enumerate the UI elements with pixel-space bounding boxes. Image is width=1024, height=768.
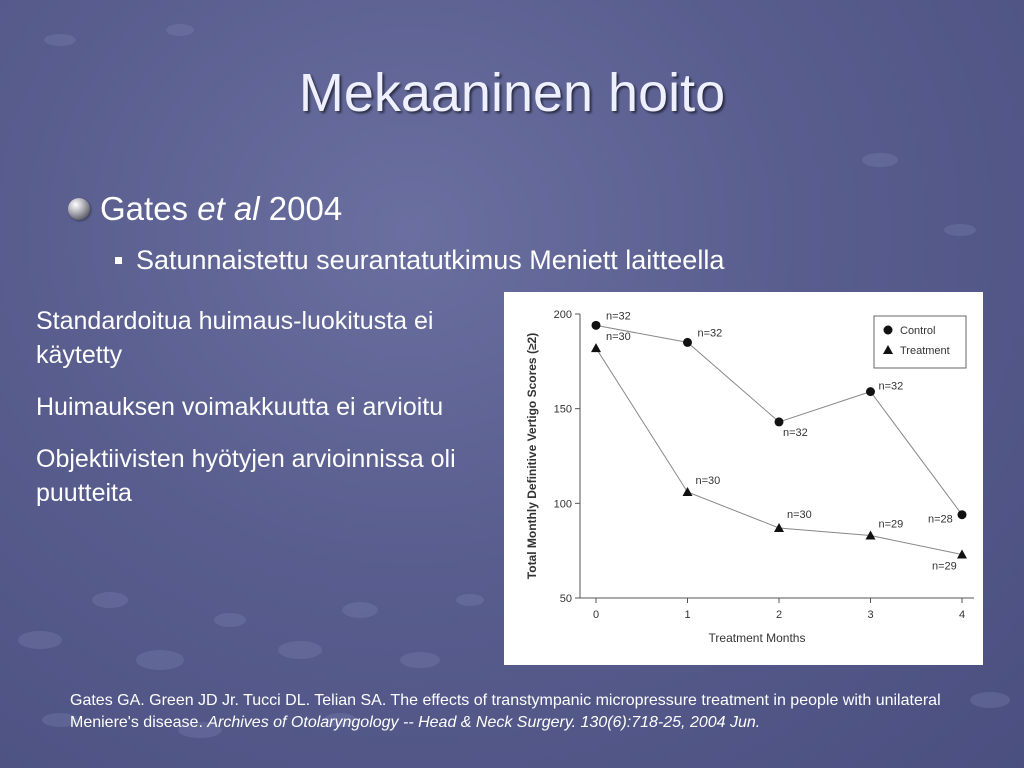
chart-panel bbox=[504, 292, 983, 665]
x-tick-label: 4 bbox=[958, 609, 966, 621]
et-al: et al bbox=[197, 190, 260, 227]
control-point bbox=[683, 338, 692, 347]
y-tick-label: 50 bbox=[559, 593, 572, 605]
bullet-citation-heading bbox=[68, 190, 342, 228]
sub-bullet-text: Satunnaistettu seurantatutkimus Meniett laitteella bbox=[136, 245, 725, 275]
x-tick-label: 0 bbox=[592, 609, 600, 621]
n-label: n=30 bbox=[787, 508, 812, 521]
x-axis-label: Treatment Months bbox=[708, 631, 806, 645]
y-tick-label: 200 bbox=[553, 309, 572, 321]
year: 2004 bbox=[259, 190, 343, 227]
author-name: Gates bbox=[100, 190, 198, 227]
x-tick-label: 3 bbox=[867, 609, 874, 621]
slide-title: Mekaaninen hoito bbox=[298, 63, 726, 123]
treatment-point bbox=[683, 487, 693, 496]
x-tick-label: 2 bbox=[775, 609, 783, 621]
n-label: n=29 bbox=[878, 518, 904, 531]
treatment-point bbox=[774, 523, 784, 532]
y-tick-label: 150 bbox=[553, 403, 572, 416]
n-label: n=32 bbox=[878, 380, 904, 393]
n-label: n=29 bbox=[932, 560, 957, 573]
n-label: n=30 bbox=[606, 331, 631, 344]
control-point bbox=[775, 417, 784, 426]
n-label: n=32 bbox=[783, 426, 808, 439]
legend-control-label: Control bbox=[900, 325, 936, 337]
n-label: n=28 bbox=[928, 513, 953, 526]
sub-bullet bbox=[115, 245, 724, 276]
x-tick-label: 1 bbox=[684, 609, 691, 621]
square-bullet-icon bbox=[115, 257, 122, 264]
y-tick-label: 100 bbox=[553, 498, 572, 511]
n-label: n=32 bbox=[697, 327, 723, 340]
legend-box bbox=[874, 316, 966, 368]
treatment-point bbox=[591, 343, 601, 352]
note-item: Standardoitua huimaus-luokitusta ei käytetty bbox=[36, 307, 434, 369]
n-label: n=32 bbox=[606, 310, 631, 323]
legend-treatment-label: Treatment bbox=[900, 345, 950, 357]
control-point bbox=[592, 321, 601, 330]
note-item: Objektiivisten hyötyjen arvioinnissa oli puutteita bbox=[36, 445, 456, 507]
citation-journal: Archives of Otolaryngology -- Head & Neck Surgery. 130(6):718-25, 2004 Jun. bbox=[207, 714, 761, 731]
citation-text: Gates GA. Green JD Jr. Tucci DL. Telian SA. The effects of transtympanic micropressure treatment in people with unilateral Meniere's disease. bbox=[70, 692, 941, 731]
n-label: n=30 bbox=[695, 474, 721, 487]
control-point bbox=[866, 387, 875, 396]
vertigo-score-chart bbox=[504, 292, 983, 665]
y-axis-label: Total Monthly Definitive Vertigo Scores (≥2) bbox=[525, 332, 539, 580]
sphere-bullet-icon bbox=[68, 198, 90, 220]
citation bbox=[70, 690, 970, 734]
legend-control-marker bbox=[884, 326, 893, 335]
bullet-text bbox=[100, 190, 342, 228]
notes-list bbox=[36, 304, 486, 528]
note-item: Huimauksen voimakkuutta ei arvioitu bbox=[36, 393, 444, 421]
control-point bbox=[958, 510, 967, 519]
